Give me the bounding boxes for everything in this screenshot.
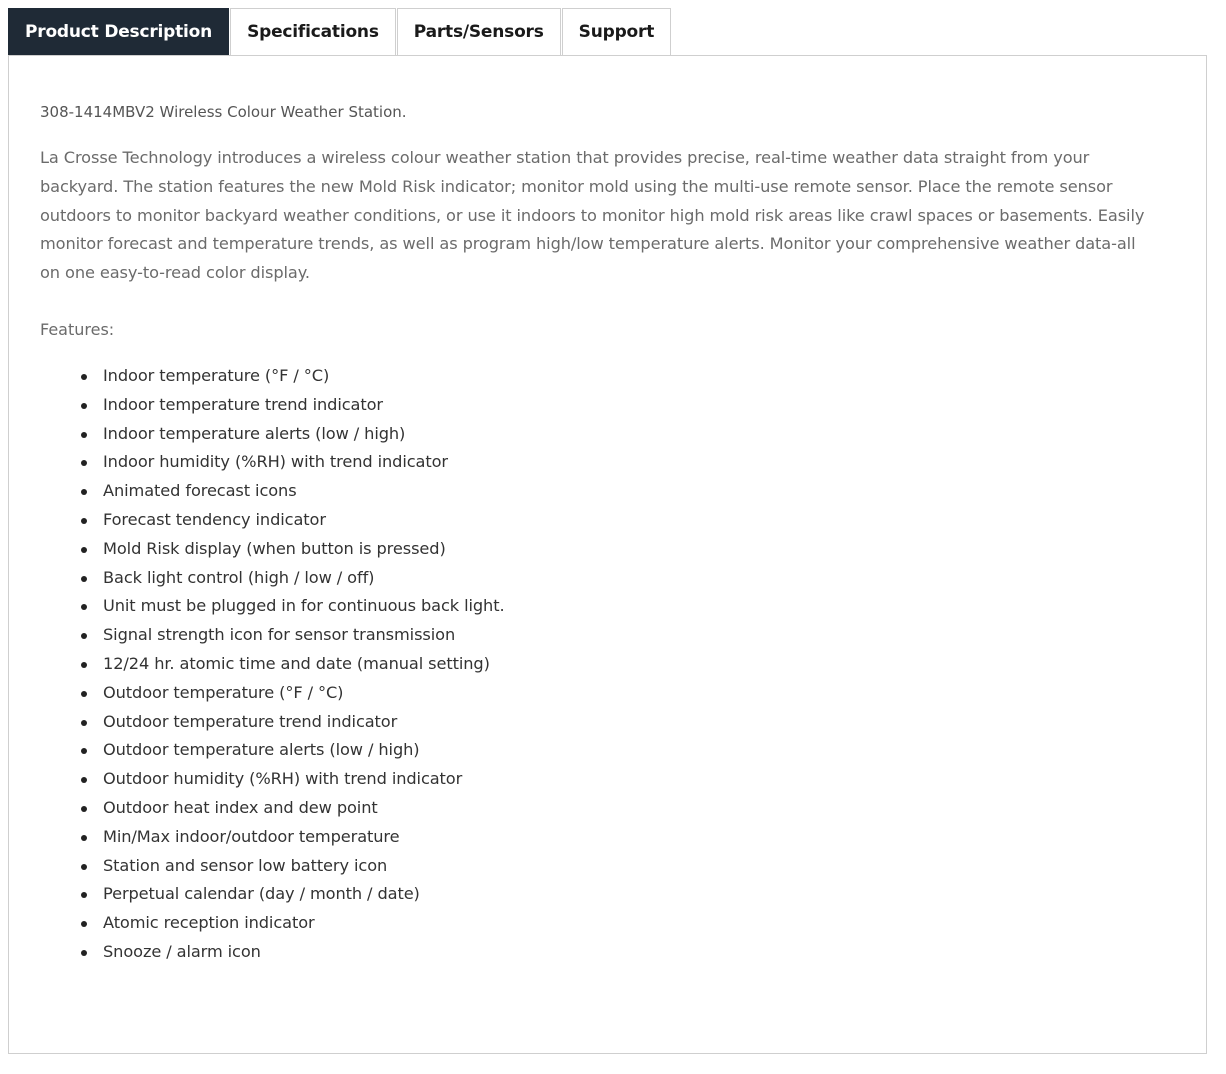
bullet-icon (81, 720, 87, 726)
bullet-icon (81, 691, 87, 697)
product-subtitle: 308-1414MBV2 Wireless Colour Weather Station. (40, 103, 407, 121)
bullet-icon (81, 489, 87, 495)
feature-text: Forecast tendency indicator (103, 509, 326, 529)
feature-text: Min/Max indoor/outdoor temperature (103, 826, 400, 846)
feature-text: Unit must be plugged in for continuous back light. (103, 596, 505, 616)
bullet-icon (81, 604, 87, 610)
feature-item (40, 535, 1150, 564)
bullet-icon (81, 921, 87, 927)
feature-item (40, 909, 1150, 938)
feature-item (40, 621, 1150, 650)
feature-item (40, 708, 1150, 737)
bullet-icon (81, 950, 87, 956)
feature-item (40, 650, 1150, 679)
feature-item (40, 420, 1150, 449)
feature-text: Outdoor temperature alerts (low / high) (103, 740, 420, 760)
tab-panel (8, 55, 1207, 1054)
product-description: La Crosse Technology introduces a wireless colour weather station that provides precise, real-time weather data straight from your backyard. The station features the new Mold Risk indicator; monitor mold using the multi-use remote sensor. Place the remote sensor outdoors to monitor backyard weather conditions, or use it indoors to monitor high mold risk areas like crawl spaces or basements. Easily monitor forecast and temperature trends, as well as program high/low temperature alerts. Monitor your comprehensive weather data-all on one easy-to-read color display. (40, 148, 1145, 283)
feature-text: Outdoor temperature (°F / °C) (103, 682, 344, 702)
feature-text: Atomic reception indicator (103, 913, 315, 933)
feature-item (40, 794, 1150, 823)
features-heading: Features: (40, 319, 115, 339)
bullet-icon (81, 892, 87, 898)
feature-text: 12/24 hr. atomic time and date (manual setting) (103, 653, 490, 673)
feature-item (40, 362, 1150, 391)
bullet-icon (81, 432, 87, 438)
tab-product-description[interactable]: Product Description (8, 8, 229, 55)
feature-text: Outdoor humidity (%RH) with trend indicator (103, 769, 463, 789)
feature-text: Outdoor heat index and dew point (103, 797, 378, 817)
bullet-icon (81, 374, 87, 380)
feature-text: Indoor humidity (%RH) with trend indicator (103, 452, 448, 472)
tab-specifications[interactable]: Specifications (230, 8, 396, 55)
product-description-content (40, 100, 1150, 967)
bullet-icon (81, 777, 87, 783)
bullet-icon (81, 662, 87, 668)
tab-support[interactable]: Support (562, 8, 671, 55)
feature-item (40, 736, 1150, 765)
feature-text: Perpetual calendar (day / month / date) (103, 884, 420, 904)
bullet-icon (81, 633, 87, 639)
features-list (40, 362, 1150, 967)
bullet-icon (81, 835, 87, 841)
feature-item (40, 506, 1150, 535)
bullet-icon (81, 748, 87, 754)
feature-item (40, 564, 1150, 593)
feature-text: Back light control (high / low / off) (103, 567, 375, 587)
feature-item (40, 477, 1150, 506)
feature-item (40, 765, 1150, 794)
feature-text: Animated forecast icons (103, 481, 297, 501)
feature-item (40, 448, 1150, 477)
feature-text: Snooze / alarm icon (103, 941, 261, 961)
bullet-icon (81, 547, 87, 553)
feature-text: Indoor temperature alerts (low / high) (103, 423, 406, 443)
feature-text: Signal strength icon for sensor transmission (103, 625, 456, 645)
feature-item (40, 823, 1150, 852)
bullet-icon (81, 403, 87, 409)
feature-item (40, 592, 1150, 621)
feature-text: Station and sensor low battery icon (103, 855, 388, 875)
bullet-icon (81, 806, 87, 812)
feature-text: Mold Risk display (when button is pressed) (103, 538, 446, 558)
feature-text: Indoor temperature trend indicator (103, 394, 383, 414)
tab-parts-sensors[interactable]: Parts/Sensors (397, 8, 561, 55)
tab-bar (8, 8, 672, 55)
bullet-icon (81, 576, 87, 582)
feature-item (40, 880, 1150, 909)
bullet-icon (81, 518, 87, 524)
feature-text: Outdoor temperature trend indicator (103, 711, 398, 731)
bullet-icon (81, 864, 87, 870)
feature-item (40, 679, 1150, 708)
feature-item (40, 938, 1150, 967)
feature-item (40, 391, 1150, 420)
feature-item (40, 852, 1150, 881)
bullet-icon (81, 460, 87, 466)
feature-text: Indoor temperature (°F / °C) (103, 365, 330, 385)
